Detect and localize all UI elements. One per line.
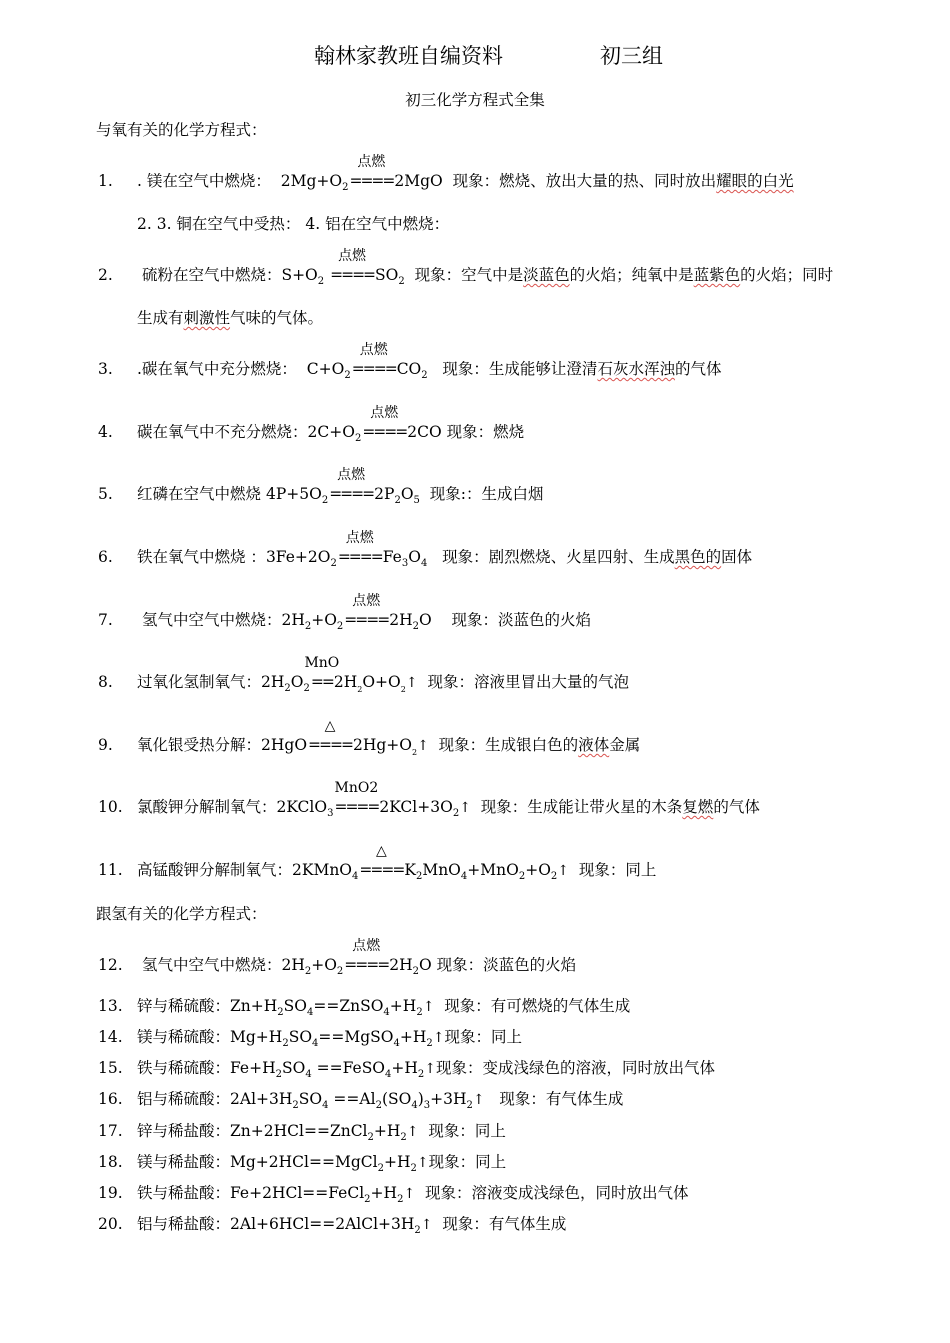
equation-11: 11. 高锰酸钾分解制氧气：2KMnO$_4$ △ $====K_2MnO_4+MnO_2+O_2↑$ 现象：同上 <box>98 843 657 882</box>
section-oxygen-heading: 与氧有关的化学方程式： <box>96 121 267 139</box>
equation-6: 6. 铁在氧气中燃烧 ：$3Fe+2O_2$ 点燃 $====Fe_3O_4$ 现象：剧烈燃烧、火星四射、生成黑色的固体 <box>98 530 753 569</box>
header-right: 初三组 <box>600 44 663 68</box>
equation-9: 9. 氧化银受热分解：2HgO △ $====2Hg+O_2↑$ 现象：生成银白色的液体金属 <box>98 718 641 757</box>
equation-7: 7. 氢气中空气中燃烧：$2H_2+O_2$ 点燃 $====2H_2O$ 现象：淡蓝色的火焰 <box>98 593 591 632</box>
equation-5: 5. 红磷在空气中燃烧 $4P+5O_2$ 点燃 $====2P_2O_5$ 现象:：生成白烟 <box>98 467 544 506</box>
equation-1-note: 2. 3. 铜在空气中受热： 4. 铝在空气中燃烧： <box>137 215 450 233</box>
equation-10: 10. 氯酸钾分解制氧气：2KClO$_3$ MnO2 $====2KCl+3O_2↑$ 现象：生成能让带火星的木条复燃的气体 <box>98 780 760 819</box>
equation-2-continued: 生成有刺激性气味的气体。 <box>137 309 324 327</box>
equation-3: 3. .碳在氧气中充分燃烧： $C+O_2$ 点燃 $====CO_2$ 现象：生成能够让澄清石灰水浑浊的气体 <box>98 342 722 381</box>
section-hydrogen-heading: 跟氢有关的化学方程式： <box>96 905 267 923</box>
equation-8: 8. 过氧化氢制氧气：$2H_2O_2$ MnO $==2H_2O+O_2↑$ 现象：溶液里冒出大量的气泡 <box>98 655 629 694</box>
equation-14: 14. 镁与稀硫酸：$Mg+H_2SO_4==MgSO_4+H_2↑$现象：同上 <box>98 1028 523 1049</box>
equation-2: 2. 硫粉在空气中燃烧：$S+O_2$ 点燃 $====SO_2$ 现象：空气中是淡蓝色的火焰；纯氧中是蓝紫色的火焰；同时 <box>98 248 834 287</box>
equation-13: 13. 锌与稀硫酸：$Zn+H_2SO_4==ZnSO_4+H_2↑$ 现象：有可燃烧的气体生成 <box>98 997 631 1018</box>
equation-20: 20. 铝与稀盐酸：$2Al+6HCl==2AlCl+3H_2↑$ 现象：有气体生成 <box>98 1215 567 1236</box>
equation-17: 17. 锌与稀盐酸：$Zn+2HCl==ZnCl_2+H_2↑$ 现象：同上 <box>98 1122 506 1143</box>
equation-12: 12. 氢气中空气中燃烧：$2H_2+O_2$ 点燃 $====2H_2O$ 现象：淡蓝色的火焰 <box>98 938 577 977</box>
equation-16: 16. 铝与稀硫酸：$2Al+3H_2SO_4$ $==Al_2(SO_4)_3+3H_2↑$ 现象：有气体生成 <box>98 1090 624 1111</box>
equation-4: 4. 碳在氧气中不充分燃烧：$2C+O_2$ 点燃 ====2CO 现象：燃烧 <box>98 405 525 444</box>
equation-1: 1. . 镁在空气中燃烧： $2Mg+O_2$ 点燃 ====2MgO 现象：燃烧、放出大量的热、同时放出耀眼的白光 <box>98 154 794 193</box>
equation-15: 15. 铁与稀硫酸：$Fe+H_2SO_4$ $==FeSO_4+H_2↑$现象：变成浅绿色的溶液，同时放出气体 <box>98 1059 716 1080</box>
equation-18: 18. 镁与稀盐酸：$Mg+2HCl==MgCl_2+H_2↑$现象：同上 <box>98 1153 507 1174</box>
header-left: 翰林家教班自编资料 <box>314 44 503 68</box>
document-title: 初三化学方程式全集 <box>405 91 545 109</box>
equation-19: 19. 铁与稀盐酸：$Fe+2HCl==FeCl_2+H_2↑$ 现象：溶液变成浅绿色，同时放出气体 <box>98 1184 689 1205</box>
